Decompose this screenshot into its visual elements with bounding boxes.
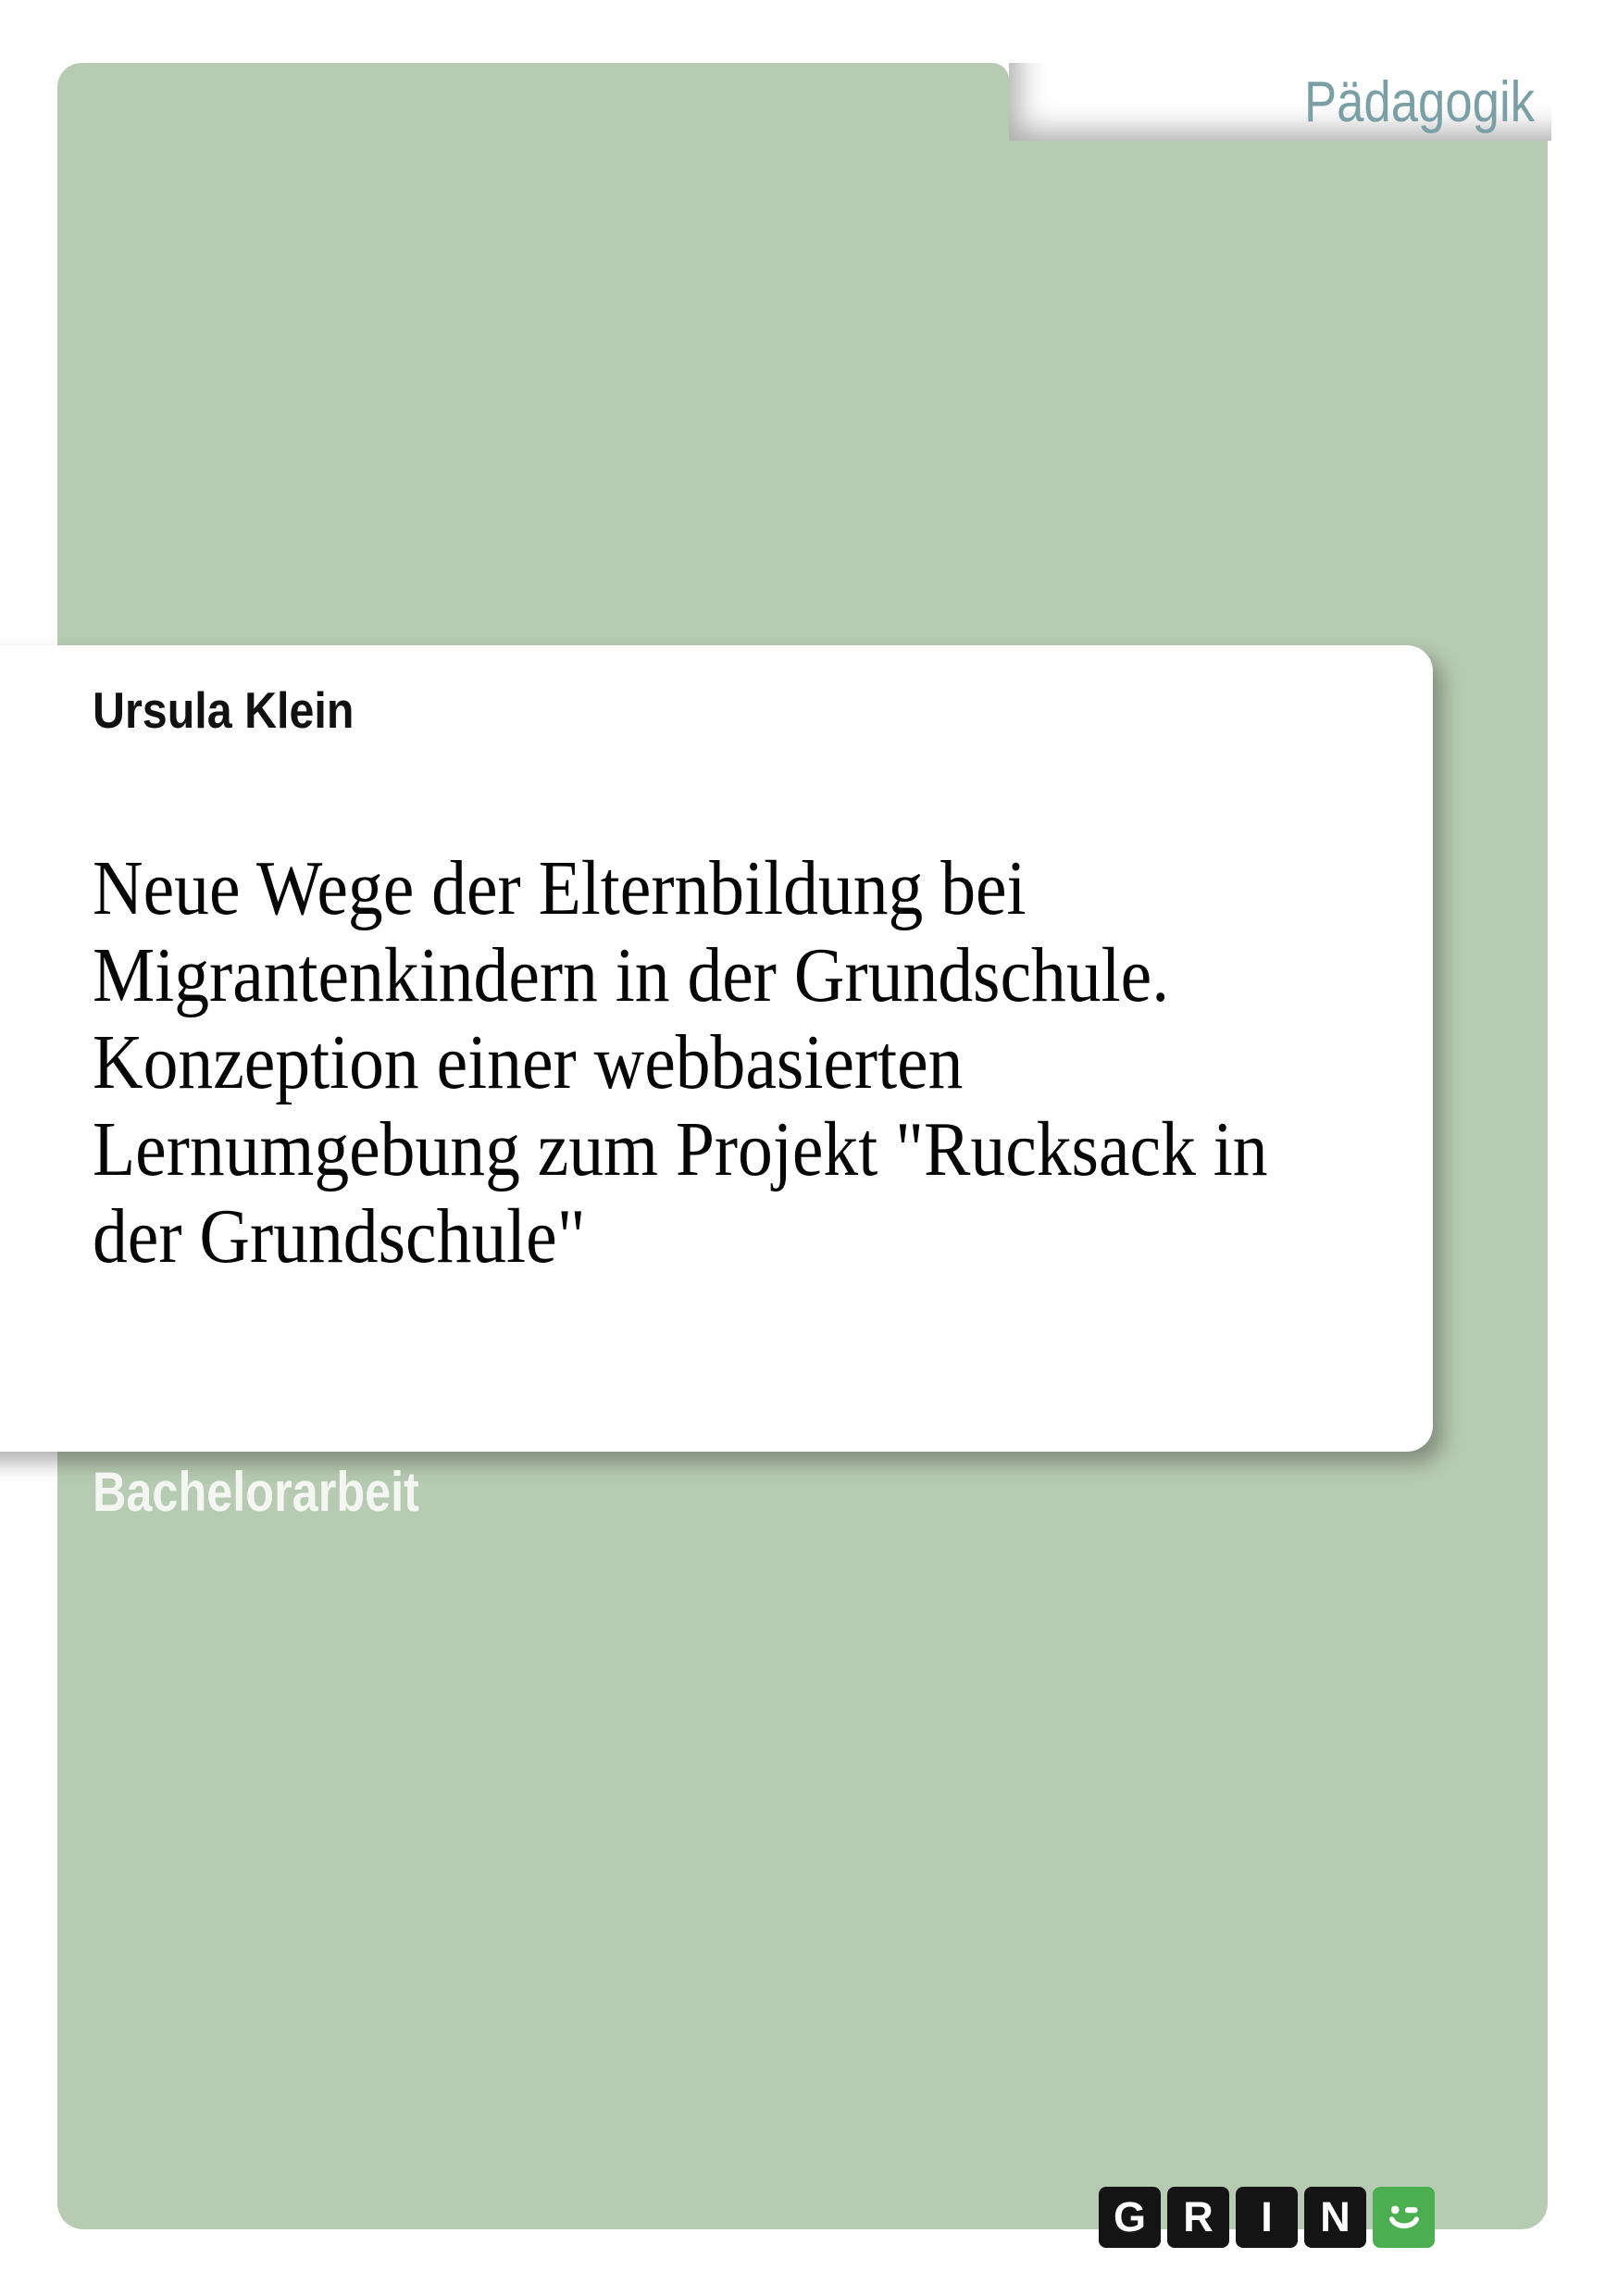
- logo-letter: G: [1113, 2193, 1146, 2240]
- category-notch: [1009, 63, 1551, 141]
- cover-background-top-tab: [57, 63, 1009, 152]
- book-title-line: Lernumgebung zum Projekt "Rucksack in: [93, 1106, 1268, 1192]
- winking-smiley-icon: [1373, 2187, 1435, 2248]
- grin-logo: [1099, 2187, 1435, 2248]
- logo-letter: I: [1261, 2193, 1273, 2240]
- book-title-line: Konzeption einer webbasierten: [93, 1019, 964, 1105]
- book-title-line: der Grundschule": [93, 1193, 586, 1279]
- document-type-label: Bachelorarbeit: [93, 1461, 419, 1523]
- book-title-line: Neue Wege der Elternbildung bei: [93, 845, 1027, 931]
- title-card: [0, 645, 1433, 1452]
- book-title-line: Migrantenkindern in der Grundschule.: [93, 932, 1170, 1018]
- author-name: Ursula Klein: [93, 681, 355, 739]
- category-label: Pädagogik: [1303, 70, 1535, 134]
- book-title: [93, 845, 1268, 1280]
- logo-letter: N: [1320, 2193, 1350, 2240]
- logo-letter-tile: [1236, 2187, 1298, 2248]
- logo-letter: R: [1183, 2193, 1214, 2240]
- logo-letter-tile: [1167, 2187, 1229, 2248]
- logo-letter-tile: [1099, 2187, 1161, 2248]
- logo-letter-tile: [1304, 2187, 1366, 2248]
